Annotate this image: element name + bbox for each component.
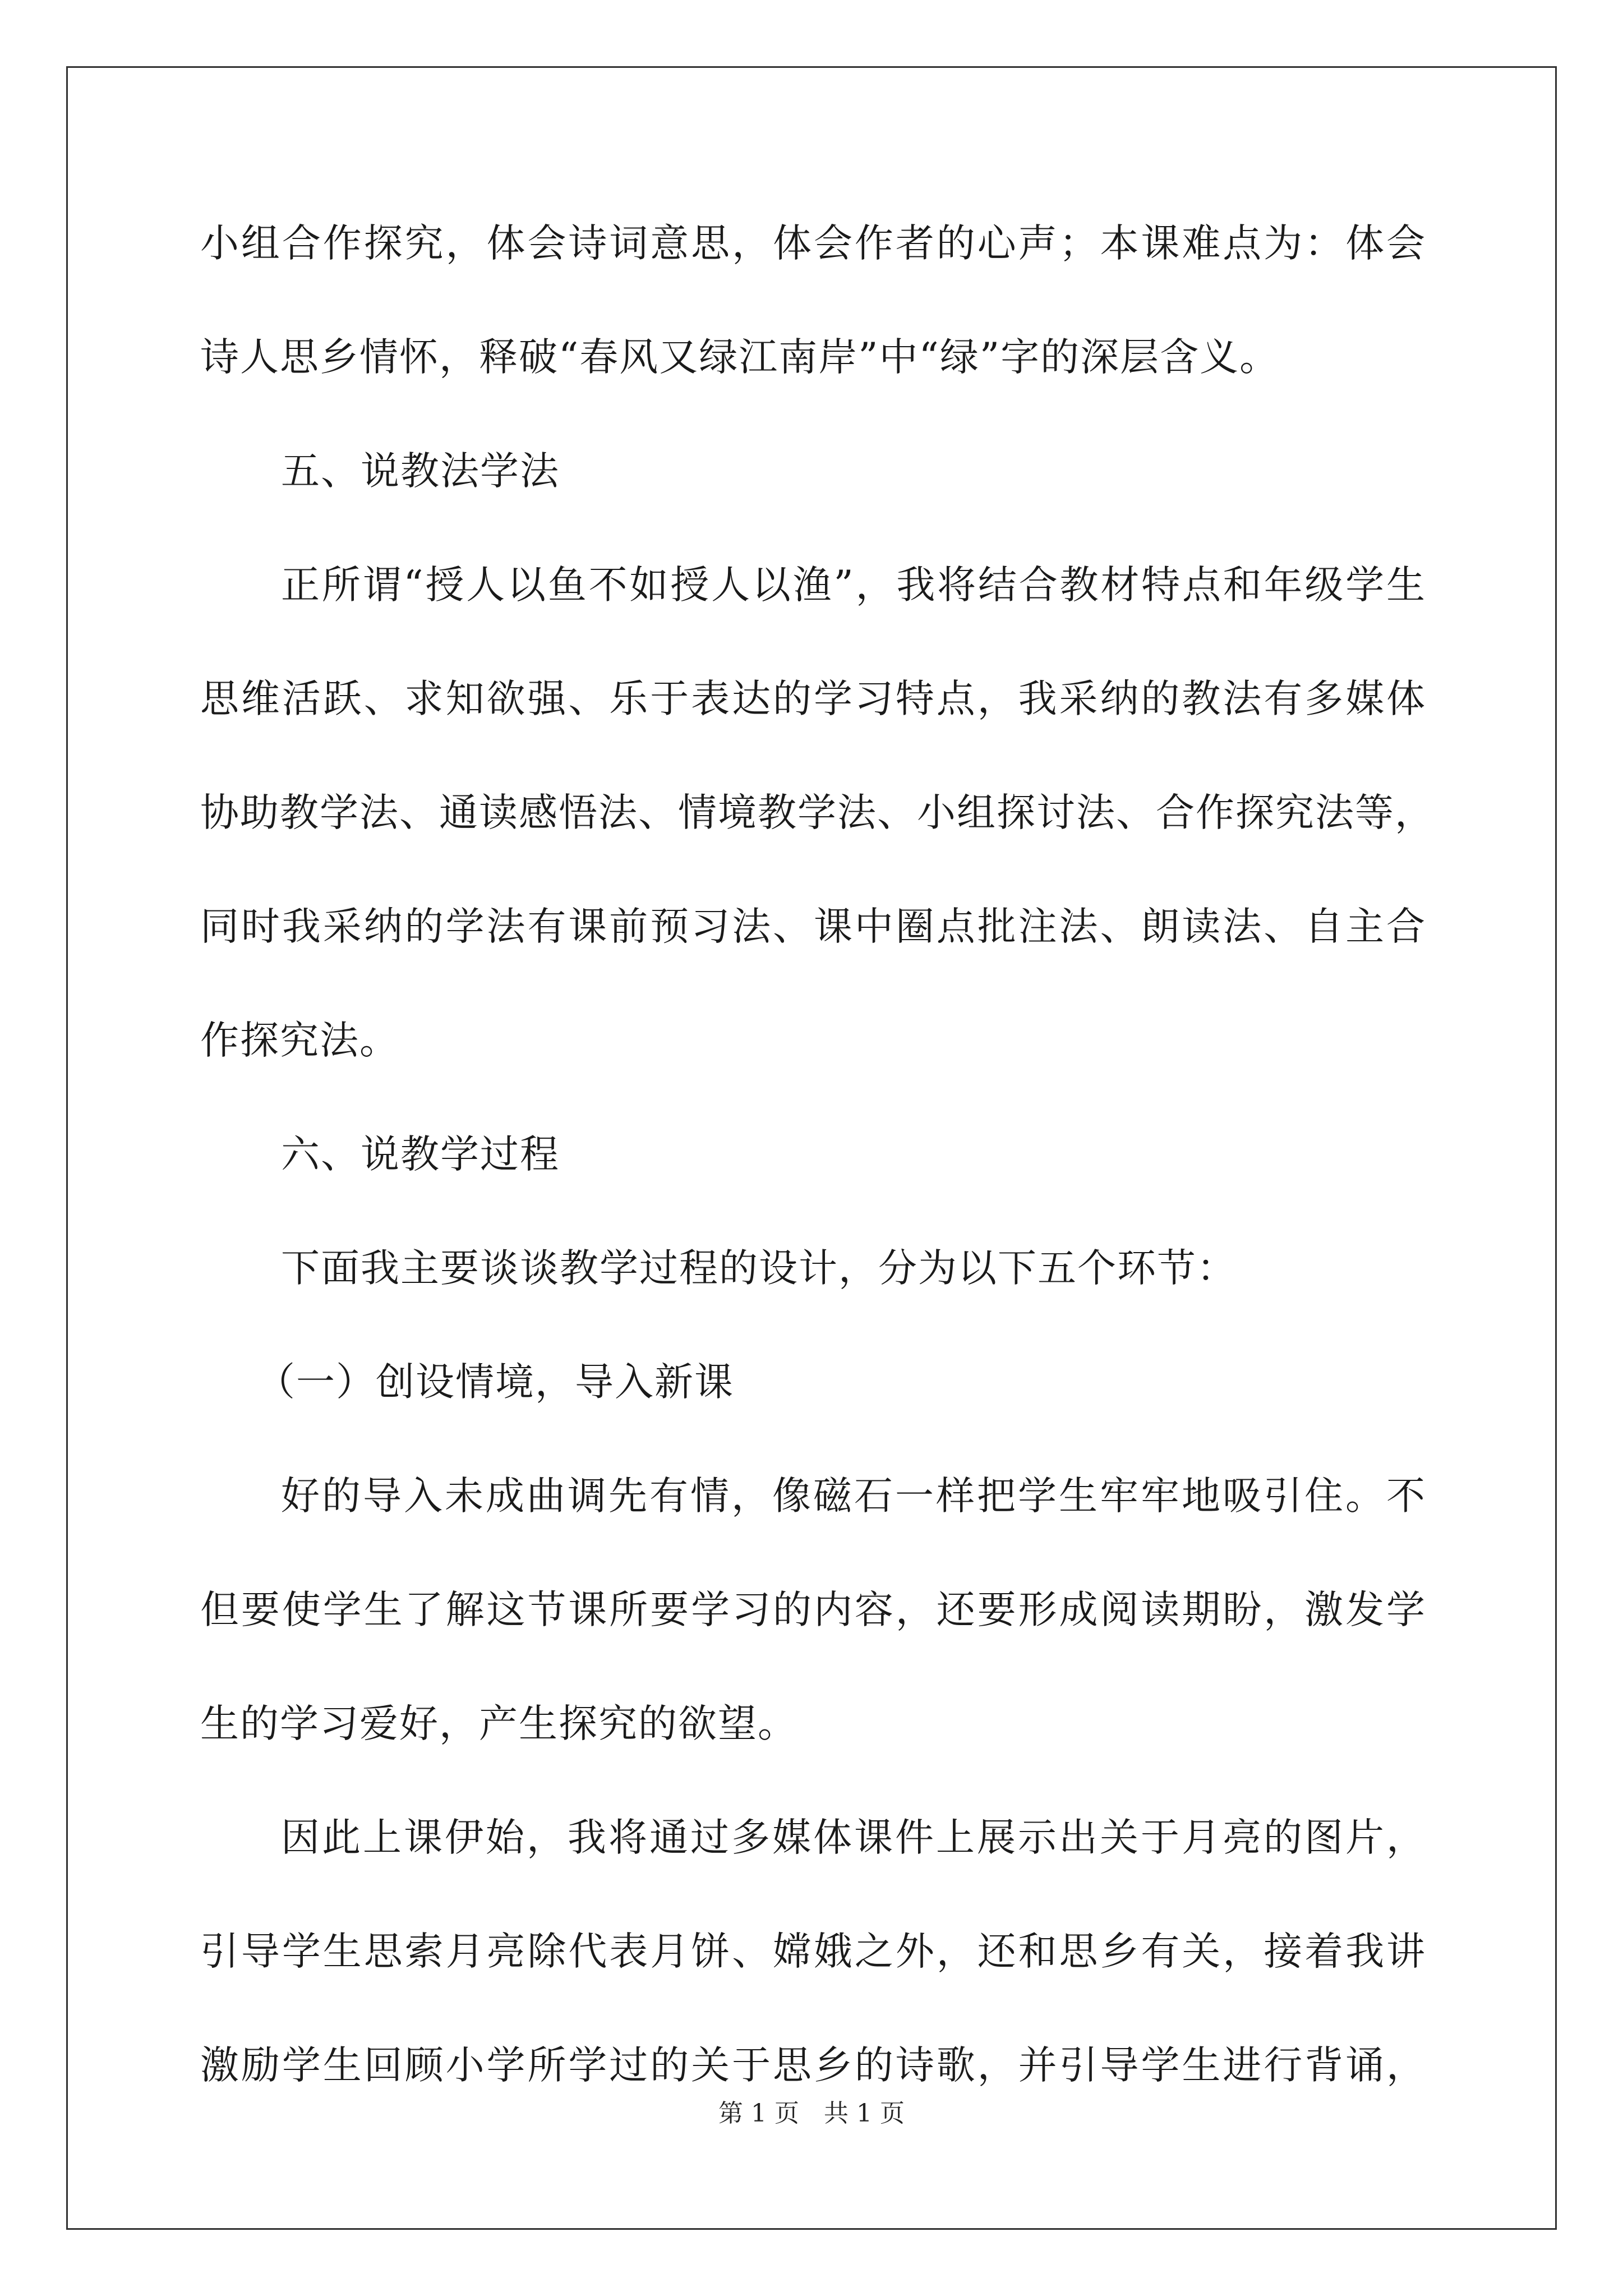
subsection-heading: （一）创设情境，导入新课: [256, 1360, 734, 1405]
paragraph-line: 诗人思乡情怀，释破“春风又绿江南岸”中“绿”字的深层含义。: [200, 335, 1280, 380]
paragraph-line: 但要使学生了解这节课所要学习的内容，还要形成阅读期盼，激发学: [200, 1588, 1426, 1632]
section-heading: 六、说教学过程: [281, 1132, 560, 1177]
paragraph-line: 引导学生思索月亮除代表月饼、嫦娥之外，还和思乡有关，接着我讲: [200, 1929, 1426, 1974]
paragraph-line: 作探究法。: [200, 1018, 399, 1063]
paragraph-line: 激励学生回顾小学所学过的关于思乡的诗歌，并引导学生进行背诵，: [200, 2043, 1426, 2088]
paragraph-line: 正所谓“授人以鱼不如授人以渔”，我将结合教材特点和年级学生: [281, 563, 1426, 608]
paragraph-line: 好的导入未成曲调先有情，像磁石一样把学生牢牢地吸引住。不: [281, 1474, 1426, 1519]
section-heading: 五、说教法学法: [281, 449, 560, 494]
page-number: 第 1 页 共 1 页: [718, 2099, 905, 2128]
paragraph-line: 同时我采纳的学法有课前预习法、课中圈点批注法、朗读法、自主合: [200, 904, 1426, 949]
document-body: [200, 221, 1435, 2160]
paragraph-line: 协助教学法、通读感悟法、情境教学法、小组探讨法、合作探究法等，: [200, 790, 1435, 835]
paragraph-line: 思维活跃、求知欲强、乐于表达的学习特点，我采纳的教法有多媒体: [200, 677, 1426, 721]
paragraph-line: 生的学习爱好，产生探究的欲望。: [200, 1701, 797, 1746]
paragraph-line: 下面我主要谈谈教学过程的设计，分为以下五个环节：: [281, 1246, 1237, 1291]
paragraph-line: 因此上课伊始，我将通过多媒体课件上展示出关于月亮的图片，: [281, 1815, 1426, 1860]
paragraph-line: 小组合作探究，体会诗词意思，体会作者的心声；本课难点为：体会: [200, 221, 1426, 266]
